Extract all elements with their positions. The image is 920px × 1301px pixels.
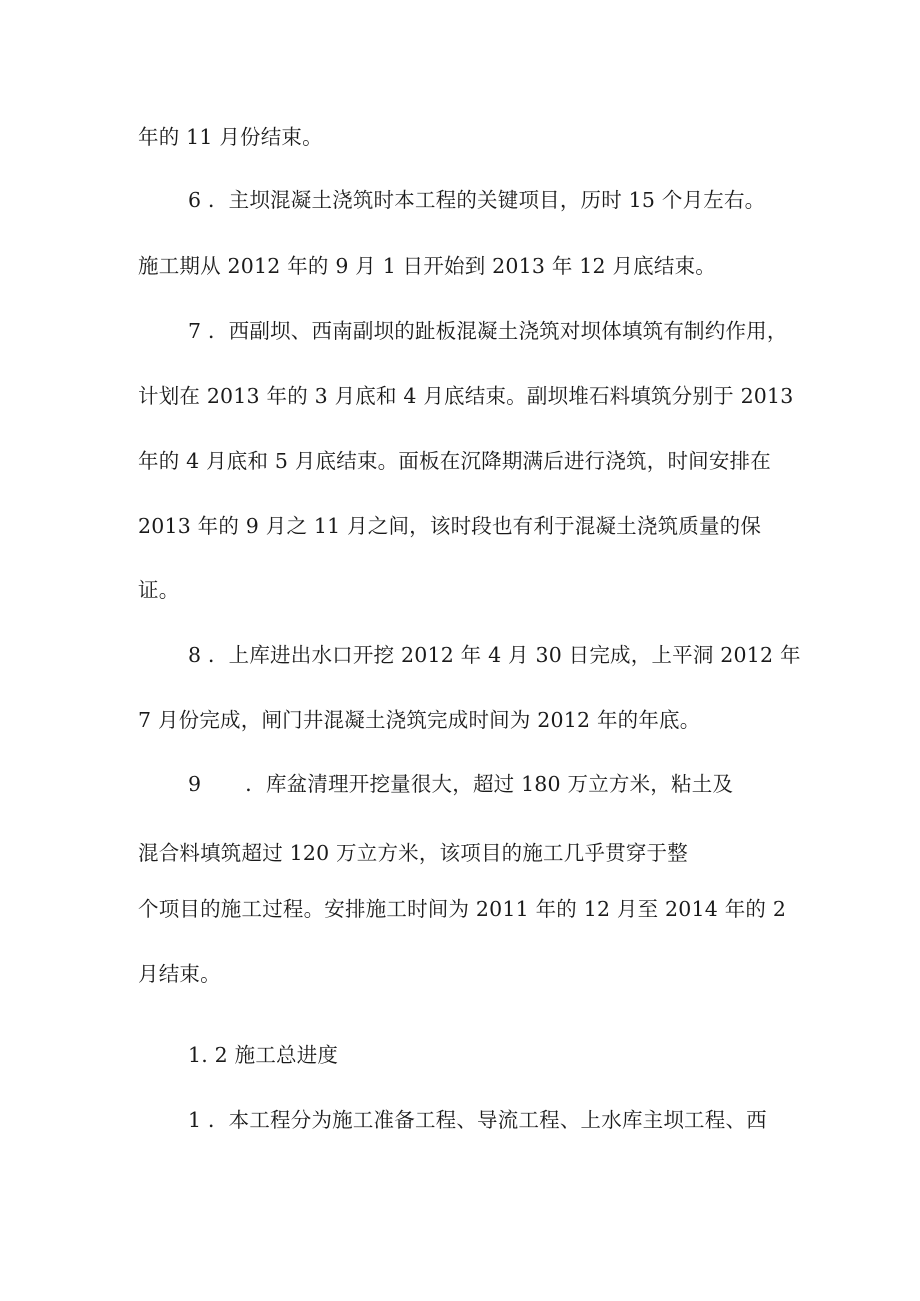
section-heading: 1. 2 施工总进度 xyxy=(188,1043,339,1067)
paragraph-line: 施工期从 2012 年的 9 月 1 日开始到 2013 年 12 月底结束。 xyxy=(138,254,716,278)
paragraph-line: 2013 年的 9 月之 11 月之间，该时段也有利于混凝土浇筑质量的保 xyxy=(138,514,762,538)
paragraph-line-item-7: 7 ．西副坝、西南副坝的趾板混凝土浇筑对坝体填筑有制约作用， xyxy=(188,319,788,343)
paragraph-line: 计划在 2013 年的 3 月底和 4 月底结束。副坝堆石料填筑分别于 2013 xyxy=(138,384,794,408)
paragraph-line-item-6: 6 ．主坝混凝土浇筑时本工程的关键项目，历时 15 个月左右。 xyxy=(188,188,766,212)
paragraph-line-item-8: 8 ．上库进出水口开挖 2012 年 4 月 30 日完成，上平洞 2012 年 xyxy=(188,643,801,667)
paragraph-line: 年的 4 月底和 5 月底结束。面板在沉降期满后进行浇筑，时间安排在 xyxy=(138,449,771,473)
paragraph-line: 混合料填筑超过 120 万立方米，该项目的施工几乎贯穿于整 xyxy=(138,841,688,865)
paragraph-line: 月结束。 xyxy=(138,962,221,986)
paragraph-line: 年的 11 月份结束。 xyxy=(138,125,323,149)
item-text: ．库盆清理开挖量很大，超过 180 万立方米，粘土及 xyxy=(245,772,734,796)
paragraph-line-item-1: 1 ．本工程分为施工准备工程、导流工程、上水库主坝工程、西 xyxy=(188,1108,767,1132)
paragraph-line: 证。 xyxy=(138,578,180,602)
paragraph-line: 个项目的施工过程。安排施工时间为 2011 年的 12 月至 2014 年的 2 xyxy=(138,897,787,921)
paragraph-line: 7 月份完成，闸门井混凝土浇筑完成时间为 2012 年的年底。 xyxy=(138,708,701,732)
paragraph-line-item-9 xyxy=(188,770,733,798)
item-number: 9 xyxy=(188,772,202,796)
